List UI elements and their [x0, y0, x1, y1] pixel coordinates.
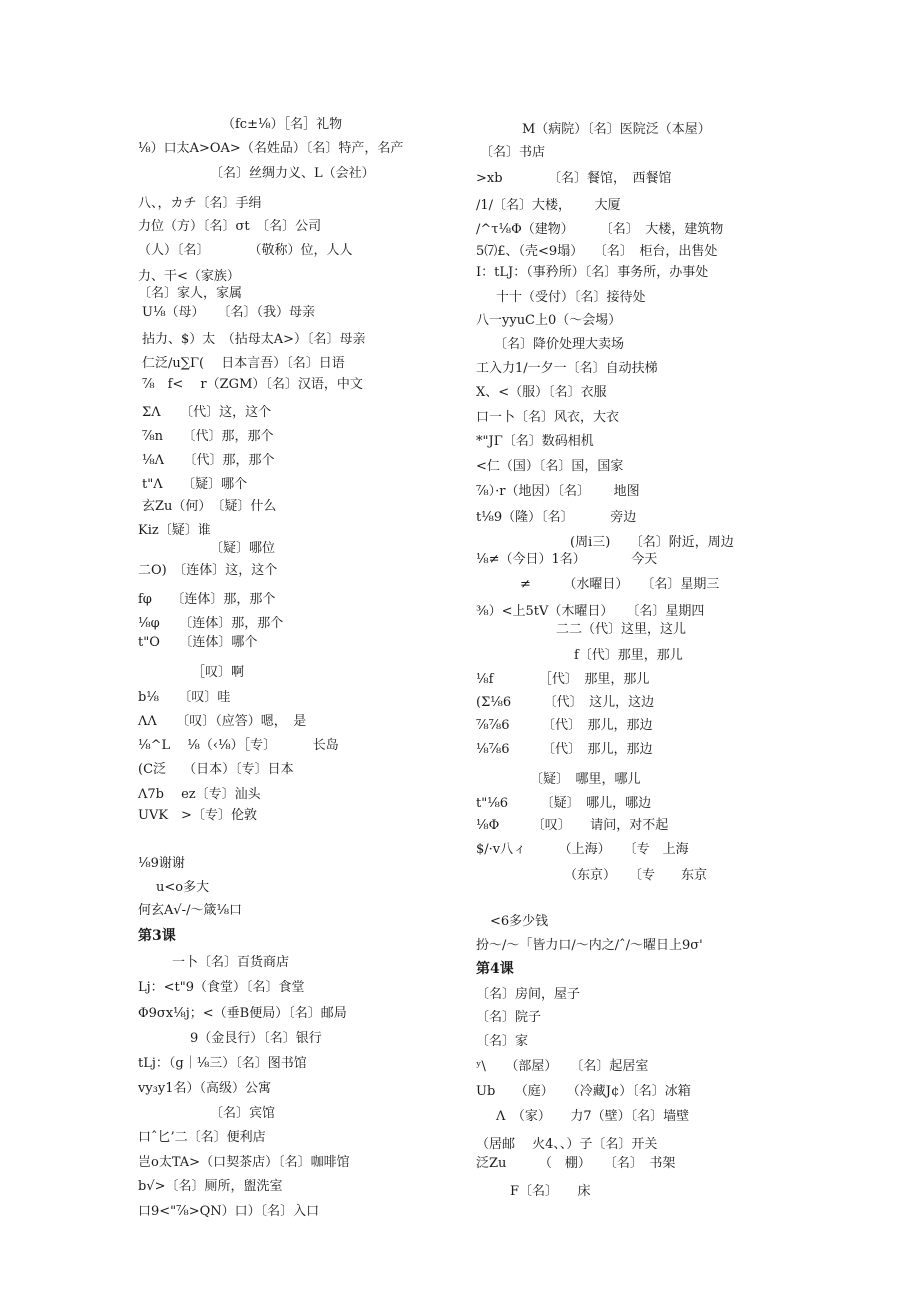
right-column-line: 二二（代〕这里，这儿	[556, 622, 687, 637]
left-column-line: ΛΛ 〔叹〕（应答）嗯， 是	[138, 714, 307, 729]
left-column-line: （人）〔名〕 （敬称）位，人人	[138, 243, 353, 258]
left-column-line: ⅛）口太A>OA>（名姓品）〔名〕特产，名产	[138, 141, 404, 156]
right-column-line: f〔代〕那里，那儿	[574, 648, 683, 663]
right-column-line: Ub （庭） （冷藏J¢）〔名〕冰箱	[476, 1084, 691, 1099]
left-column-line: 〔疑〕哪位	[210, 541, 276, 556]
left-column-line: 何玄A√-/〜箴⅛口	[138, 903, 243, 918]
right-column-line: >xb 〔名〕餐馆， 西餐馆	[476, 171, 672, 186]
right-column-line: 〔名〕书店	[480, 145, 546, 160]
right-column-line: （东京） 〔专 东京	[564, 868, 708, 883]
right-column-line: $/·v八ィ （上海） 〔专 上海	[476, 842, 689, 857]
left-column-line: t"O 〔连体〕哪个	[138, 635, 258, 650]
right-column-line: M（病院）〔名〕医院泛（本屋）	[522, 122, 711, 137]
right-column-line: (周i三) 〔名〕附近，周边	[570, 535, 734, 550]
right-column-line: (Σ⅛6 〔代〕 这儿，这边	[476, 695, 655, 710]
left-column-line: t"Λ 〔疑〕哪个	[142, 477, 248, 492]
right-column-line: 〔名〕降价处理大卖场	[494, 337, 625, 352]
left-column-line: 仁泛/u∑Γ( 日本言吾）〔名〕日语	[142, 356, 345, 371]
left-column-line: Lj：<t"9（食堂）〔名〕食堂	[138, 980, 305, 995]
right-column-line: ⅛Φ 〔叹〕 请问，对不起	[476, 818, 669, 833]
left-column-line: 〔名〕宾馆	[210, 1106, 276, 1121]
left-column-line: ⅛φ 〔连体〕那，那个	[138, 616, 284, 631]
right-column-line: ⅛⅞6 〔代〕 那儿，那边	[476, 742, 653, 757]
left-column-line: (C泛 （日本）〔专〕日本	[138, 762, 294, 777]
right-column-line: ⅞）·r（地因）〔名〕 地图	[476, 484, 640, 499]
left-column-line: b√>〔名〕厕所，盥洗室	[138, 1179, 283, 1194]
right-column-line: <6多少钱	[490, 914, 549, 929]
right-column-line: ⅛≠（今日）1名） 今天	[476, 552, 658, 567]
left-column-line: ΣΛ 〔代〕这，这个	[142, 405, 272, 420]
right-column-line: *"JΓ〔名〕数码相机	[476, 434, 594, 449]
left-column-line: 八、，カチ〔名〕手绢	[138, 196, 262, 211]
right-column-line: 第4课	[476, 961, 514, 977]
right-column-line: F〔名〕 床	[510, 1184, 591, 1199]
left-column-line: ⅛Λ 〔代〕那，那个	[142, 453, 275, 468]
right-column-line: 〔名〕院子	[476, 1010, 542, 1025]
left-column-line: fφ 〔连体〕那，那个	[138, 592, 276, 607]
left-column-line: 〔名〕丝绸力义、L（会社）	[210, 166, 375, 181]
left-column-line: 岂o太TA>（口契茶店）〔名〕咖啡馆	[138, 1155, 350, 1170]
left-column-line: Kiz〔疑〕谁	[138, 523, 211, 538]
left-column-line: ⅞n 〔代〕那，那个	[142, 429, 274, 444]
right-column-line: 泛Zu （ 棚） 〔名〕 书架	[476, 1156, 676, 1171]
left-column-line: UVK >〔专〕伦敦	[138, 808, 257, 823]
right-column-line: X、<（服）〔名〕衣服	[476, 385, 607, 400]
left-column-line: 力、干<（家族）	[138, 269, 240, 284]
left-column-line: Λ7b ez〔专〕汕头	[138, 787, 261, 802]
left-column-line: 二O) 〔连体〕这，这个	[138, 563, 278, 578]
right-column-line: t"⅛6 〔疑〕 哪儿，哪边	[476, 796, 652, 811]
left-column-line: 玄Zu（何） 〔疑〕什么	[142, 499, 277, 514]
left-column-line: Φ9σx⅛j；<（垂B便局）〔名〕邮局	[138, 1006, 347, 1021]
left-column-line: 口9<"⅞>QN）口）〔名〕入口	[138, 1204, 320, 1219]
left-column-line: 力位（方）〔名〕σt 〔名〕公司	[138, 219, 322, 234]
right-column-line: I：tLJ：（事矜所）〔名〕事务所，办事处	[476, 265, 709, 280]
right-column-line: 十十（受付）〔名〕接待处	[496, 290, 646, 305]
right-column-line: <仁（国）〔名〕国，国家	[476, 459, 624, 474]
left-column-line: U⅛（母） 〔名〕（我）母亲	[142, 305, 316, 320]
left-column-line: 一卜〔名〕百货商店	[172, 955, 290, 970]
left-column-line: 9（金艮行）〔名〕银行	[190, 1031, 322, 1046]
left-column-line: 〔名〕家人，家属	[138, 286, 243, 301]
left-column-line: ⅛^L ⅛（‹⅛）［专〕 长岛	[138, 738, 339, 753]
right-column-line: （居邮 火4、、）子〔名〕开关	[476, 1137, 658, 1152]
left-column-line: tLj：（g｜⅛三）〔名〕图书馆	[138, 1056, 307, 1071]
left-column-line: （fc±⅛）［名］礼物	[222, 117, 343, 132]
right-column-line: 八一yyuC上0（〜会埸）	[476, 313, 622, 328]
left-column-line: u<o多大	[156, 880, 210, 895]
right-column-line: Λ （家） 力7（壁）〔名〕墙壁	[496, 1109, 690, 1124]
right-column-line: /1/〔名〕大楼， 大厦	[476, 198, 621, 213]
right-column-line: /^τ⅛Φ（建物） 〔名〕 大楼，建筑物	[476, 222, 724, 237]
left-column-line: ⅞ f< r（ZGM）〔名〕汉语，中文	[142, 377, 363, 392]
right-column-line: ʸ\ （部屋） 〔名〕起居室	[476, 1059, 649, 1074]
right-column-line: ≠ （水曜日） 〔名〕星期三	[520, 577, 720, 592]
left-column-line: 第3课	[138, 928, 176, 944]
right-column-line: 口一卜〔名〕风衣，大衣	[476, 410, 620, 425]
left-column-line: 拈力、$）太 （拈母太A>）〔名〕母亲	[142, 332, 366, 347]
left-column-line: b⅛ 〔叹〕哇	[138, 690, 231, 705]
right-column-line: ⅜）<上5tⅤ（木曜日） 〔名〕星期四	[476, 604, 705, 619]
right-column-line: 5⑺£、（壳<9塌） 〔名〕 柜台，出售处	[476, 244, 718, 259]
left-column-line: ⅛9谢谢	[138, 856, 185, 871]
right-column-line: 〔名〕房间，屋子	[476, 987, 581, 1002]
left-column-line: 口ˆ匕’二〔名〕便利店	[138, 1130, 266, 1145]
left-column-line: vy₃y1名）（高级）公寓	[138, 1081, 272, 1096]
right-column-line: 工入力1/一夕一〔名〕自动扶梯	[476, 361, 658, 376]
right-column-line: 〔名〕家	[476, 1034, 529, 1049]
right-column-line: 〔疑〕 哪里，哪儿	[530, 772, 641, 787]
right-column-line: t⅛9（隆）〔名〕 旁边	[476, 510, 637, 525]
right-column-line: 扮〜/〜「皆力口/〜内之/ˆ/〜曜日上9σ'	[476, 938, 703, 953]
right-column-line: ⅛f ［代〕 那里，那儿	[476, 672, 650, 687]
left-column-line: ［叹〕啊	[192, 665, 245, 680]
right-column-line: ⅞⅞6 〔代〕 那儿，那边	[476, 718, 653, 733]
